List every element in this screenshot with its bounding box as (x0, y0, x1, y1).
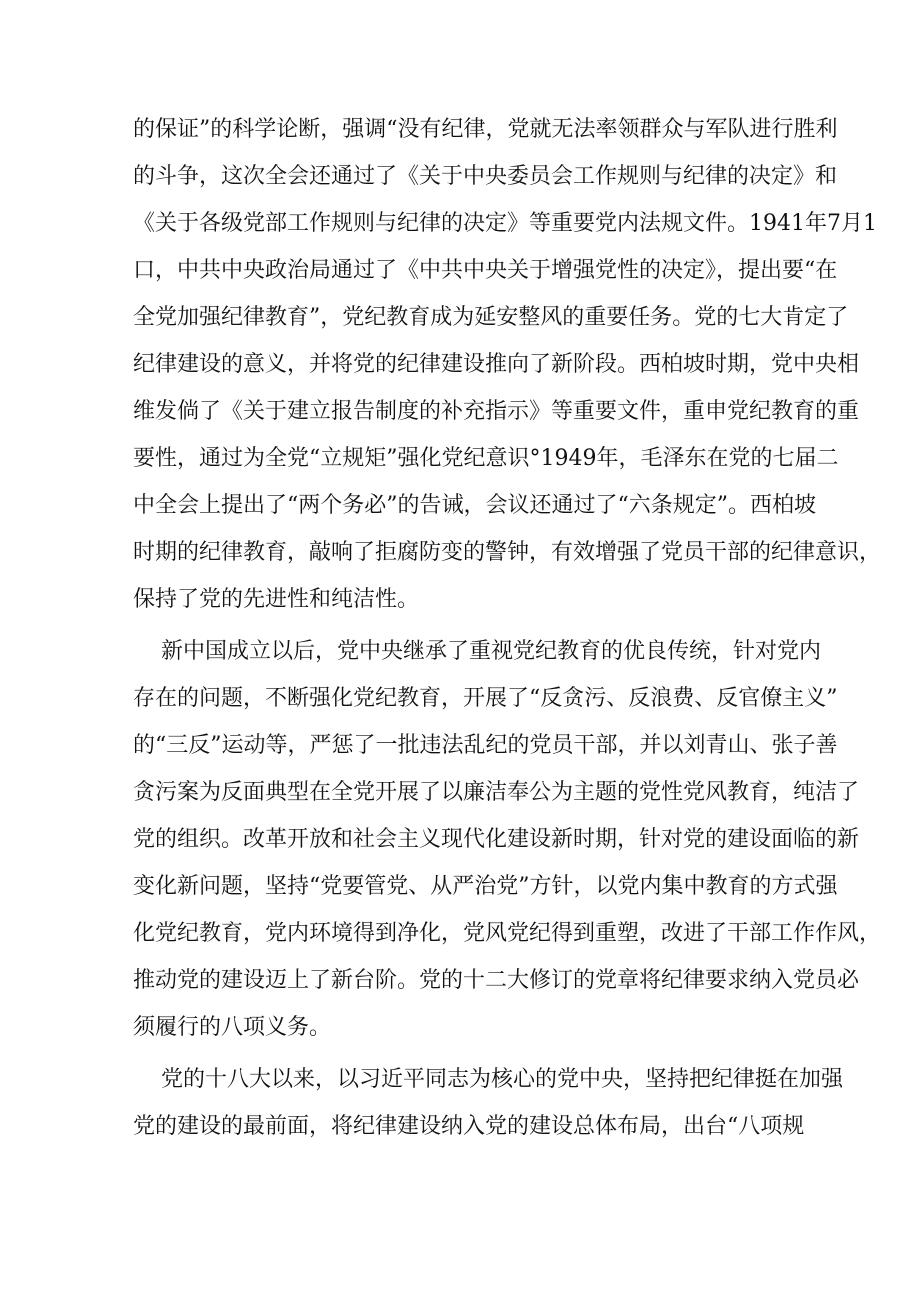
text-line: 须履行的八项义务。 (133, 1015, 332, 1040)
text-line: 要性，通过为全党“立规矩”强化党纪意识°1949年，毛泽东在党的七届二 (133, 446, 839, 471)
text-line: 全党加强纪律教育”，党纪教育成为延安整风的重要任务。党的七大肯定了 (133, 305, 849, 330)
text-line: 存在的问题，不断强化党纪教育，开展了“反贪污、反浪费、反官僚主义” (133, 686, 838, 711)
text-line: 的斗争，这次全会还通过了《关于中央委员会工作规则与纪律的决定》和 (133, 164, 838, 189)
text-line: 党的十八大以来，以习近平同志为核心的党中央，坚持把纪律挺在加强 (133, 1067, 843, 1092)
text-line: 《关于各级党部工作规则与纪律的决定》等重要党内法规文件。1941年7月1 (133, 211, 877, 236)
text-line: 口，中共中央政治局通过了《中共中央关于增强党性的决定》，提出要“在 (133, 258, 838, 283)
text-line: 时期的纪律教育，敲响了拒腐防变的警钟，有效增强了党员干部的纪律意识， (133, 540, 882, 565)
text-line: 纪律建设的意义，并将党的纪律建设推向了新阶段。西柏坡时期，党中央相 (133, 352, 860, 377)
text-line: 维发倘了《关于建立报告制度的补充指示》等重要文件，重申党纪教育的重 (133, 399, 860, 424)
text-line: 的“三反”运动等，严惩了一批违法乱纪的党员干部，并以刘青山、张子善 (133, 733, 838, 758)
text-line: 中全会上提出了“两个务必”的告诫，会议还通过了“六条规定”。西柏坡 (133, 493, 816, 518)
text-line: 党的建设的最前面，将纪律建设纳入党的建设总体布局，出台“八项规 (133, 1114, 805, 1139)
text-line: 新中国成立以后，党中央继承了重视党纪教育的优良传统，针对党内 (133, 639, 821, 664)
text-line: 贪污案为反面典型在全党开展了以廉洁奉公为主题的党性党风教育，纯洁了 (133, 780, 860, 805)
text-line: 变化新问题，坚持“党要管党、从严治党”方针，以党内集中教育的方式强 (133, 874, 838, 899)
text-line: 党的组织。改革开放和社会主义现代化建设新时期，针对党的建设面临的新 (133, 827, 860, 852)
text-line: 保持了党的先进性和纯洁性。 (133, 587, 420, 612)
text-line: 化党纪教育，党内环境得到净化，党风党纪得到重塑，改进了干部工作作风， (133, 921, 882, 946)
text-line: 推动党的建设迈上了新台阶。党的十二大修订的党章将纪律要求纳入党员必 (133, 968, 860, 993)
text-line: 的保证”的科学论断，强调“没有纪律，党就无法率领群众与军队进行胜利 (133, 117, 838, 142)
